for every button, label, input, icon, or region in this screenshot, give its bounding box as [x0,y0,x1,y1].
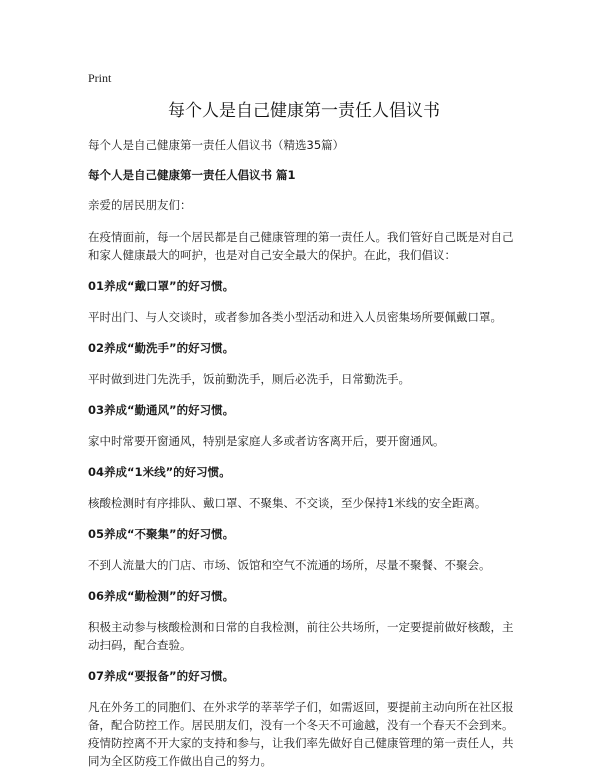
item-body-06: 积极主动参与核酸检测和日常的自我检测，前往公共场所，一定要提前做好核酸，主动扫码，配合查验。 [88,620,514,652]
item-body-07: 凡在外务工的同胞们、在外求学的莘莘学子们，如需返回，要提前主动向所在社区报备，配合防控工作。居民朋友们，没有一个冬天不可逾越，没有一个春天不会到来。疫情防控离不开大家的支持和参与，让我们率先做好自己健康管理的第一责任人，共同为全区防疫工作做出自己的努力。 [88,700,514,768]
document-page [88,70,520,783]
intro-paragraph: 在疫情面前，每一个居民都是自己健康管理的第一责任人。我们管好自己既是对自己和家人健康最大的呵护，也是对自己安全最大的保护。在此，我们倡议： [88,230,514,262]
item-body-02: 平时做到进门先洗手，饭前勤洗手，厕后必洗手，日常勤洗手。 [88,372,410,386]
item-body-01: 平时出门、与人交谈时，或者参加各类小型活动和进入人员密集场所要佩戴口罩。 [88,310,502,324]
item-heading-06: 06养成“勤检测”的好习惯。 [88,589,235,603]
print-label: Print [88,71,112,85]
item-heading-03: 03养成“勤通风”的好习惯。 [88,403,235,417]
item-heading-02: 02养成“勤洗手”的好习惯。 [88,341,235,355]
document-subtitle: 每个人是自己健康第一责任人倡议书（精选35篇） [88,138,345,152]
item-heading-04: 04养成“1米线”的好习惯。 [88,465,231,479]
item-body-03: 家中时常要开窗通风，特别是家庭人多或者访客离开后，要开窗通风。 [88,434,445,448]
item-body-04: 核酸检测时有序排队、戴口罩、不聚集、不交谈，至少保持1米线的安全距离。 [88,496,487,510]
item-body-05: 不到人流量大的门店、市场、饭馆和空气不流通的场所，尽量不聚餐、不聚会。 [88,558,491,572]
document-title: 每个人是自己健康第一责任人倡议书 [168,101,440,121]
item-heading-05: 05养成“不聚集”的好习惯。 [88,527,235,541]
greeting: 亲爱的居民朋友们： [88,198,192,212]
item-heading-01: 01养成“戴口罩”的好习惯。 [88,279,235,293]
item-heading-07: 07养成“要报备”的好习惯。 [88,669,235,683]
section-heading: 每个人是自己健康第一责任人倡议书 篇1 [88,168,296,182]
